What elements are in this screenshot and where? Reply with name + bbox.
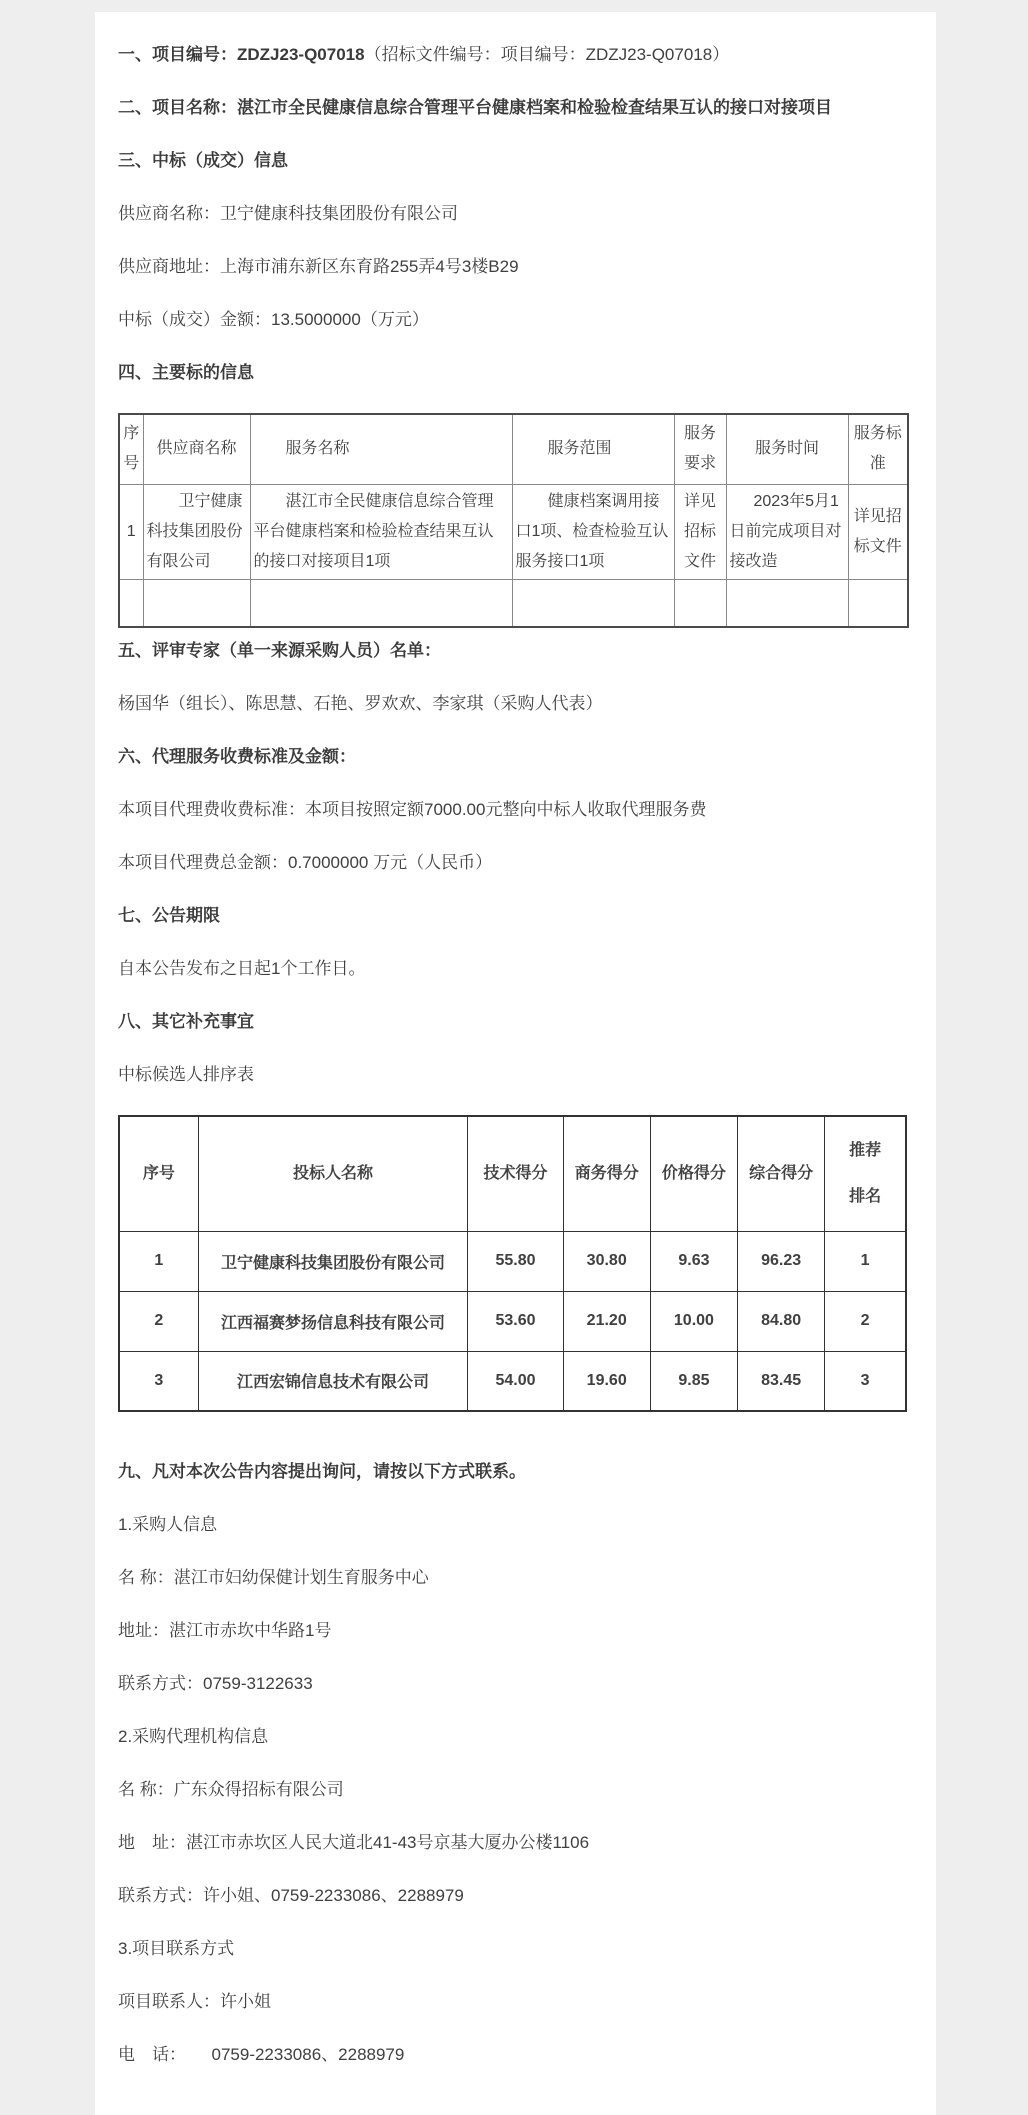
col-header-service-scope: 服务范围 [512, 414, 674, 484]
rank-cell-tech-score: 55.80 [468, 1231, 563, 1291]
rank-cell-total-score: 96.23 [738, 1231, 825, 1291]
rank-cell-price-score: 9.63 [650, 1231, 737, 1291]
rank-cell-seq: 2 [119, 1291, 198, 1351]
rank-cell-tech-score: 53.60 [468, 1291, 563, 1351]
cell-service-requirement: 详见招标文件 [674, 484, 726, 579]
project-number-line [118, 42, 907, 67]
ranking-header-row [119, 1116, 906, 1231]
rank-col-header-recommend-rank [825, 1116, 906, 1231]
empty-cell [143, 579, 250, 627]
cell-service-scope: 健康档案调用接口1项、检查检验互认服务接口1项 [512, 484, 674, 579]
rank-cell-tech-score: 54.00 [468, 1351, 563, 1411]
rank-col-header-bidder: 投标人名称 [198, 1116, 468, 1231]
award-info-heading: 三、中标（成交）信息 [118, 151, 288, 170]
agency-info-label: 2.采购代理机构信息 [118, 1727, 269, 1746]
rank-cell-recommend-rank: 2 [825, 1291, 906, 1351]
main-subject-heading: 四、主要标的信息 [118, 363, 254, 382]
rank-cell-business-score: 19.60 [563, 1351, 650, 1411]
col-header-supplier: 供应商名称 [143, 414, 250, 484]
rank-cell-recommend-rank: 3 [825, 1351, 906, 1411]
agency-contact-line: 联系方式：许小姐、0759-2233086、2288979 [118, 1886, 464, 1905]
project-contact-label: 3.项目联系方式 [118, 1939, 235, 1958]
experts-heading: 五、评审专家（单一来源采购人员）名单： [118, 641, 441, 660]
empty-cell [512, 579, 674, 627]
agency-fee-total-line: 本项目代理费总金额：0.7000000 万元（人民币） [118, 853, 493, 872]
rank-cell-recommend-rank: 1 [825, 1231, 906, 1291]
empty-cell [674, 579, 726, 627]
agency-name-line: 名 称：广东众得招标有限公司 [118, 1780, 344, 1799]
tender-doc-number: （招标文件编号：项目编号：ZDZJ23-Q07018） [364, 45, 730, 64]
buyer-info-label: 1.采购人信息 [118, 1515, 218, 1534]
rank-col-header-seq: 序号 [119, 1116, 198, 1231]
rank-cell-bidder: 卫宁健康科技集团股份有限公司 [198, 1231, 468, 1291]
cell-seq: 1 [119, 484, 143, 579]
rank-cell-price-score: 9.85 [650, 1351, 737, 1411]
col-header-service-name: 服务名称 [250, 414, 512, 484]
project-number-bold: 一、项目编号：ZDZJ23-Q07018 [118, 45, 365, 64]
rank-cell-total-score: 84.80 [738, 1291, 825, 1351]
rank-col-header-price-score: 价格得分 [650, 1116, 737, 1231]
recommend-rank-line1: 推荐 [849, 1141, 882, 1159]
rank-cell-total-score: 83.45 [738, 1351, 825, 1411]
project-name-line: 二、项目名称：湛江市全民健康信息综合管理平台健康档案和检验检查结果互认的接口对接项目 [118, 98, 832, 117]
empty-cell [726, 579, 848, 627]
buyer-name-line: 名 称：湛江市妇幼保健计划生育服务中心 [118, 1568, 429, 1587]
subject-info-table [118, 413, 909, 628]
rank-cell-business-score: 30.80 [563, 1231, 650, 1291]
rank-cell-seq: 3 [119, 1351, 198, 1411]
cell-service-time: 2023年5月1日前完成项目对接改造 [726, 484, 848, 579]
rank-col-header-business-score: 商务得分 [563, 1116, 650, 1231]
agency-address-line: 地 址：湛江市赤坎区人民大道北41-43号京基大厦办公楼1106 [118, 1833, 590, 1852]
supplementary-heading: 八、其它补充事宜 [118, 1012, 254, 1031]
recommend-rank-line2: 排名 [849, 1187, 882, 1205]
rank-col-header-total-score: 综合得分 [738, 1116, 825, 1231]
notice-period-heading: 七、公告期限 [118, 906, 220, 925]
candidate-table-title: 中标候选人排序表 [118, 1065, 254, 1084]
project-contact-person-line: 项目联系人：许小姐 [118, 1992, 271, 2011]
rank-col-header-tech-score: 技术得分 [468, 1116, 563, 1231]
empty-cell [119, 579, 143, 627]
cell-service-name: 湛江市全民健康信息综合管理平台健康档案和检验检查结果互认的接口对接项目1项 [250, 484, 512, 579]
project-phone-line: 电 话： 0759-2233086、2288979 [118, 2045, 405, 2064]
ranking-row-3 [119, 1351, 906, 1411]
subject-table-header-row [119, 414, 908, 484]
supplier-address-line: 供应商地址：上海市浦东新区东育路255弄4号3楼B29 [118, 257, 519, 276]
cell-service-standard: 详见招标文件 [848, 484, 908, 579]
cell-supplier: 卫宁健康科技集团股份有限公司 [143, 484, 250, 579]
rank-cell-bidder: 江西福赛梦扬信息科技有限公司 [198, 1291, 468, 1351]
col-header-service-requirement: 服务要求 [674, 414, 726, 484]
rank-cell-bidder: 江西宏锦信息技术有限公司 [198, 1351, 468, 1411]
buyer-address-line: 地址：湛江市赤坎中华路1号 [118, 1621, 332, 1640]
notice-period-line: 自本公告发布之日起1个工作日。 [118, 959, 366, 978]
rank-cell-business-score: 21.20 [563, 1291, 650, 1351]
ranking-row-1 [119, 1231, 906, 1291]
agency-fee-heading: 六、代理服务收费标准及金额： [118, 747, 356, 766]
agency-fee-standard-line: 本项目代理费收费标准：本项目按照定额7000.00元整向中标人收取代理服务费 [118, 800, 707, 819]
subject-table-empty-row [119, 579, 908, 627]
contact-heading: 九、凡对本次公告内容提出询问，请按以下方式联系。 [118, 1462, 526, 1481]
experts-list-line: 杨国华（组长）、陈思慧、石艳、罗欢欢、李家琪（采购人代表） [118, 694, 603, 713]
col-header-service-standard: 服务标准 [848, 414, 908, 484]
rank-cell-seq: 1 [119, 1231, 198, 1291]
award-amount-line: 中标（成交）金额：13.5000000（万元） [118, 310, 429, 329]
empty-cell [250, 579, 512, 627]
empty-cell [848, 579, 908, 627]
rank-cell-price-score: 10.00 [650, 1291, 737, 1351]
candidate-ranking-table [118, 1115, 907, 1412]
announcement-document [95, 12, 936, 2115]
supplier-name-line: 供应商名称：卫宁健康科技集团股份有限公司 [118, 204, 458, 223]
subject-table-row [119, 484, 908, 579]
col-header-service-time: 服务时间 [726, 414, 848, 484]
ranking-row-2 [119, 1291, 906, 1351]
col-header-seq: 序号 [119, 414, 143, 484]
buyer-contact-line: 联系方式：0759-3122633 [118, 1674, 313, 1693]
